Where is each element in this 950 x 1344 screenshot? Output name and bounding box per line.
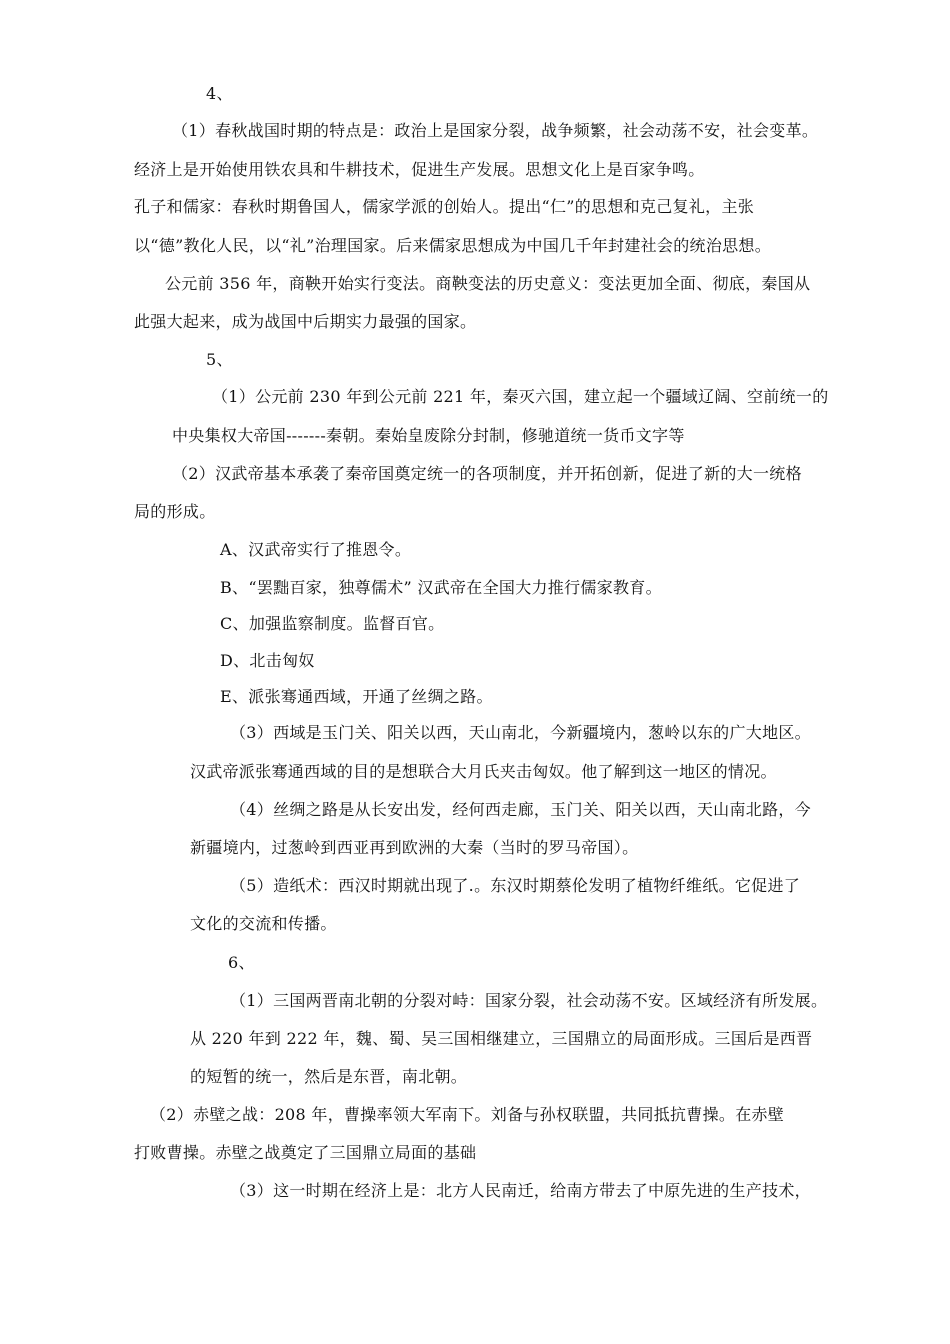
paragraph-line: 孔子和儒家：春秋时期鲁国人，儒家学派的创始人。提出“仁”的思想和克己复礼，主张	[134, 197, 755, 216]
paragraph-line: （2）赤壁之战：208 年，曹操率领大军南下。刘备与孙权联盟，共同抵抗曹操。在赤壁	[150, 1105, 785, 1124]
list-item: C、加强监察制度。监督百官。	[220, 614, 445, 633]
list-item: A、汉武帝实行了推恩令。	[220, 540, 412, 559]
paragraph-line: 以“德”教化人民，以“礼”治理国家。后来儒家思想成为中国几千年封建社会的统治思想。	[134, 236, 772, 255]
section-heading-5: 5、	[206, 350, 233, 369]
paragraph-line: 新疆境内，过葱岭到西亚再到欧洲的大秦（当时的罗马帝国）。	[190, 838, 639, 857]
paragraph-line: 经济上是开始使用铁农具和牛耕技术，促进生产发展。思想文化上是百家争鸣。	[134, 160, 705, 179]
paragraph-line: （2）汉武帝基本承袭了秦帝国奠定统一的各项制度，并开拓创新，促进了新的大一统格	[172, 464, 802, 483]
paragraph-line: 局的形成。	[134, 502, 216, 521]
list-item: E、派张骞通西域，开通了丝绸之路。	[220, 687, 493, 706]
list-item: B、“罢黜百家，独尊儒术” 汉武帝在全国大力推行儒家教育。	[220, 578, 662, 597]
paragraph-line: 打败曹操。赤壁之战奠定了三国鼎立局面的基础	[134, 1143, 477, 1162]
paragraph-line: （1）春秋战国时期的特点是：政治上是国家分裂，战争频繁，社会动荡不安，社会变革。	[172, 121, 819, 140]
paragraph-line: 中央集权大帝国-------秦朝。秦始皇废除分封制，修驰道统一货币文字等	[172, 426, 685, 445]
paragraph-line: 公元前 356 年，商鞅开始实行变法。商鞅变法的历史意义：变法更加全面、彻底，秦国从	[165, 274, 811, 293]
paragraph-line: 从 220 年到 222 年，魏、蜀、吴三国相继建立，三国鼎立的局面形成。三国后是西晋	[190, 1029, 813, 1048]
paragraph-line: （5）造纸术：西汉时期就出现了.。东汉时期蔡伦发明了植物纤维纸。它促进了	[230, 876, 801, 895]
paragraph-line: 汉武帝派张骞通西域的目的是想联合大月氏夹击匈奴。他了解到这一地区的情况。	[190, 762, 777, 781]
paragraph-line: 文化的交流和传播。	[190, 914, 337, 933]
paragraph-line: （3）这一时期在经济上是：北方人民南迁，给南方带去了中原先进的生产技术，	[230, 1181, 811, 1200]
section-heading-6: 6、	[228, 953, 255, 972]
paragraph-line: （1）三国两晋南北朝的分裂对峙：国家分裂，社会动荡不安。区域经济有所发展。	[230, 991, 828, 1010]
paragraph-line: （3）西域是玉门关、阳关以西，天山南北，今新疆境内，葱岭以东的广大地区。	[230, 723, 811, 742]
paragraph-line: 的短暂的统一，然后是东晋，南北朝。	[190, 1067, 468, 1086]
section-heading-4: 4、	[206, 84, 233, 103]
paragraph-line: 此强大起来，成为战国中后期实力最强的国家。	[134, 312, 477, 331]
paragraph-line: （1）公元前 230 年到公元前 221 年，秦灭六国，建立起一个疆域辽阔、空前统一的	[212, 387, 829, 406]
list-item: D、北击匈奴	[220, 651, 315, 670]
paragraph-line: （4）丝绸之路是从长安出发，经何西走廊，玉门关、阳关以西，天山南北路，今	[230, 800, 811, 819]
